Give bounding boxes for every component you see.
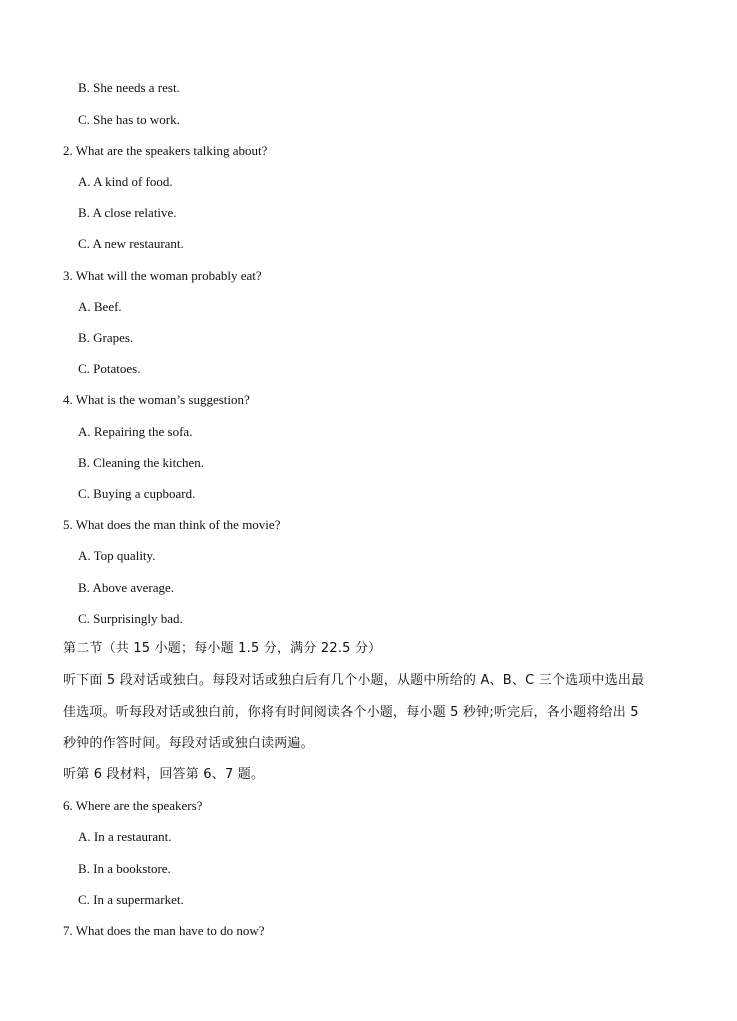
q3-option-a: A. Beef. [78, 299, 122, 314]
question-5: 5. What does the man think of the movie? [63, 517, 281, 532]
q6-option-b: B. In a bookstore. [78, 861, 171, 876]
q6-option-c: C. In a supermarket. [78, 892, 184, 907]
q2-option-c: C. A new restaurant. [78, 236, 184, 251]
q4-option-b: B. Cleaning the kitchen. [78, 455, 205, 470]
q6-option-a: A. In a restaurant. [78, 829, 172, 844]
question-2: 2. What are the speakers talking about? [63, 143, 268, 158]
question-7: 7. What does the man have to do now? [63, 923, 265, 938]
q3-option-b: B. Grapes. [78, 330, 134, 345]
question-4: 4. What is the woman’s suggestion? [63, 392, 250, 407]
question-3: 3. What will the woman probably eat? [63, 268, 262, 283]
section-2-instruction-line-2: 佳选项。听每段对话或独白前，你将有时间阅读各个小题，每小题 5 秒钟;听完后，各小题将给出 5 [63, 705, 639, 720]
q5-option-a: A. Top quality. [78, 548, 156, 563]
section-2-instruction-line-3: 秒钟的作答时间。每段对话或独白读两遍。 [63, 736, 314, 751]
q5-option-b: B. Above average. [78, 580, 175, 595]
q1-option-b: B. She needs a rest. [78, 80, 180, 95]
q2-option-a: A. A kind of food. [78, 174, 173, 189]
q2-option-b: B. A close relative. [78, 205, 177, 220]
question-6: 6. Where are the speakers? [63, 798, 203, 813]
q4-option-c: C. Buying a cupboard. [78, 486, 196, 501]
q1-option-c: C. She has to work. [78, 112, 180, 127]
q3-option-c: C. Potatoes. [78, 361, 141, 376]
section-2-heading: 第二节（共 15 小题；每小题 1.5 分，满分 22.5 分） [63, 641, 382, 656]
q5-option-c: C. Surprisingly bad. [78, 611, 183, 626]
q4-option-a: A. Repairing the sofa. [78, 424, 193, 439]
material-6-instruction: 听第 6 段材料，回答第 6、7 题。 [63, 767, 265, 782]
section-2-instruction-line-1: 听下面 5 段对话或独白。每段对话或独白后有几个小题，从题中所给的 A、B、C 三个选项中选出最 [63, 673, 645, 688]
